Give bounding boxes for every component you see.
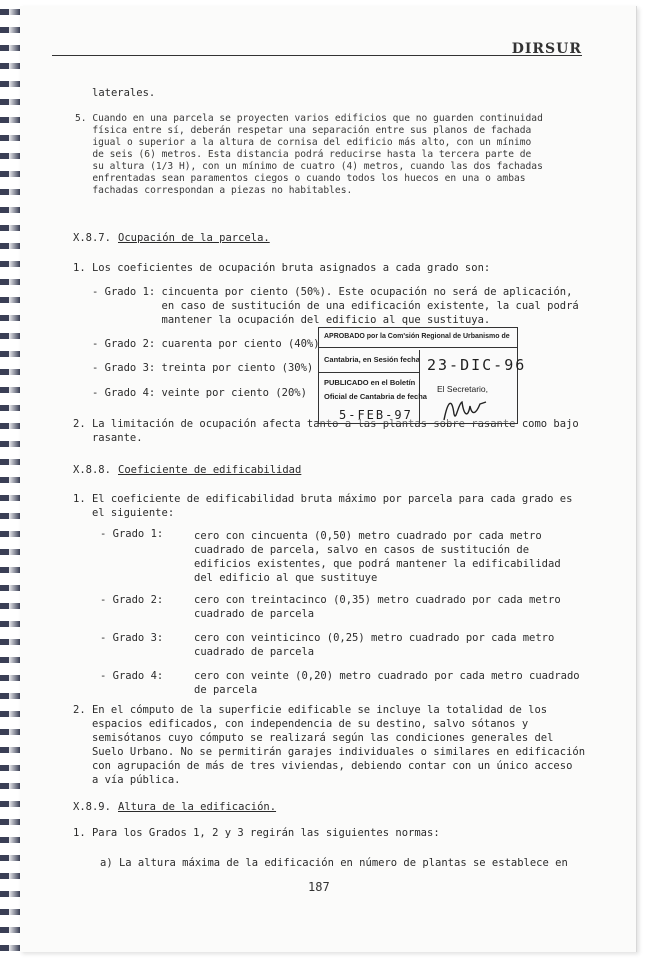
occupation-grade-1-line-1: - Grado 1: cincuenta por ciento (50%). Este ocupación no será de aplicación, <box>92 286 573 298</box>
section-889-point-1: 1. Para los Grados 1, 2 y 3 regirán las siguientes normas: <box>73 827 440 839</box>
buildability-grade-1-line-2: cuadrado de parcela, salvo en casos de sustitución de <box>194 544 530 556</box>
section-888-title: Coeficiente de edificabilidad <box>118 464 302 476</box>
continuation-line: laterales. <box>92 87 156 99</box>
section-887-point-2-line-2: rasante. <box>73 432 143 444</box>
paragraph-5-line-5: su altura (1/3 H), con un mínimo de cuatro (4) metros, cuando las dos fachadas <box>75 161 543 172</box>
section-888-point-2-line-3: semisótanos cuyo cómputo se realizará según las condiciones generales del <box>73 732 554 744</box>
buildability-grade-3-line-2: cuadrado de parcela <box>194 646 315 658</box>
buildability-grade-3-label: - Grado 3: <box>100 632 164 644</box>
stamp-divider <box>419 350 420 423</box>
spiral-binding <box>0 0 20 960</box>
stamp-secretary-label: El Secretario, <box>437 384 489 394</box>
buildability-grade-1-line-1: cero con cincuenta (0,50) metro cuadrado por cada metro <box>194 530 542 542</box>
occupation-grade-4: - Grado 4: veinte por ciento (20%) <box>92 387 307 399</box>
paragraph-5-line-1: 5. Cuando en una parcela se proyecten varios edificios que no guarden continuidad <box>75 113 543 124</box>
stamp-publication-date: 5-FEB-97 <box>339 408 413 422</box>
occupation-grade-1-line-3: mantener la ocupación del edificio al que sustituya. <box>92 314 491 326</box>
section-887-title: Ocupación de la parcela. <box>118 232 270 244</box>
stamp-rule-1 <box>319 347 517 348</box>
section-888-intro-line-2: el siguiente: <box>73 507 175 519</box>
paragraph-5-line-4: de seis (6) metros. Esta distancia podrá reducirse hasta la tercera parte de <box>75 149 532 160</box>
stamp-approved-line: APROBADO por la Com'sión Regional de Urbanismo de <box>324 333 510 340</box>
occupation-grade-2: - Grado 2: cuarenta por ciento (40%) <box>92 338 320 350</box>
buildability-grade-2-line-2: cuadrado de parcela <box>194 608 315 620</box>
header-rule <box>52 55 582 56</box>
buildability-grade-1-label: - Grado 1: <box>100 528 164 540</box>
section-889-number: X.8.9. <box>73 801 111 813</box>
section-888-point-2-line-2: espacios edificados, con independencia de su destino, salvo sótanos y <box>73 718 529 730</box>
paragraph-5-line-3: igual o superior a la altura de cornisa del edificio más alto, con un mínimo <box>75 137 532 148</box>
page-number: 187 <box>308 880 330 894</box>
stamp-rule-2 <box>319 372 419 373</box>
stamp-gazette-line: Oficial de Cantabria de fecha <box>324 392 427 401</box>
section-887-intro: 1. Los coeficientes de ocupación bruta asignados a cada grado son: <box>73 262 491 274</box>
buildability-grade-2-label: - Grado 2: <box>100 594 164 606</box>
section-888-number: X.8.8. <box>73 464 111 476</box>
occupation-grade-1-line-2: en caso de sustitución de una edificación existente, la cual podrá <box>92 300 579 312</box>
stamp-approval-date: 23-DIC-96 <box>427 356 527 374</box>
section-887-point-2-line-1: 2. La limitación de ocupación afecta tanto a las plantas sobre rasante como bajo <box>73 418 579 430</box>
section-887-number: X.8.7. <box>73 232 111 244</box>
stamp-published-line: PUBLICADO en el Boletín <box>324 378 416 387</box>
secretary-signature <box>440 394 490 424</box>
buildability-grade-4-line-2: de parcela <box>194 684 258 696</box>
header-brand: DIRSUR <box>511 41 582 57</box>
buildability-grade-1-line-3: edificios existentes, que podrá mantener la edificabilidad <box>194 558 561 570</box>
stamp-session-line: Cantabria, en Sesión fecha <box>324 355 420 364</box>
paragraph-5-line-2: física entre sí, deberán respetar una separación entre sus planos de fachada <box>75 125 532 136</box>
paragraph-5-line-7: fachadas correspondan a piezas no habitables. <box>75 185 353 196</box>
section-888-point-2-line-6: a vía pública. <box>73 774 181 786</box>
section-888-point-2-line-1: 2. En el cómputo de la superficie edificable se incluye la totalidad de los <box>73 704 548 716</box>
section-888-point-2-line-4: Suelo Urbano. No se permitirán garajes individuales o similares en edificación <box>73 746 586 758</box>
buildability-grade-2-line-1: cero con treintacinco (0,35) metro cuadrado por cada metro <box>194 594 561 606</box>
buildability-grade-3-line-1: cero con veinticinco (0,25) metro cuadrado por cada metro <box>194 632 555 644</box>
buildability-grade-4-label: - Grado 4: <box>100 670 164 682</box>
section-888-intro-line-1: 1. El coeficiente de edificabilidad bruta máximo por parcela para cada grado es <box>73 493 573 505</box>
buildability-grade-4-line-1: cero con veinte (0,20) metro cuadrado por cada metro cuadrado <box>194 670 580 682</box>
section-888-point-2-line-5: con agrupación de más de tres viviendas, debiendo contar con un único acceso <box>73 760 573 772</box>
buildability-grade-1-line-4: del edificio al que sustituye <box>194 572 378 584</box>
paragraph-5-line-6: enfrentadas sean paramentos ciegos o cuando todos los huecos en una o ambas <box>75 173 526 184</box>
section-889-point-a: a) La altura máxima de la edificación en número de plantas se establece en <box>100 857 568 869</box>
occupation-grade-3: - Grado 3: treinta por ciento (30%) <box>92 362 314 374</box>
section-889-title: Altura de la edificación. <box>118 801 277 813</box>
